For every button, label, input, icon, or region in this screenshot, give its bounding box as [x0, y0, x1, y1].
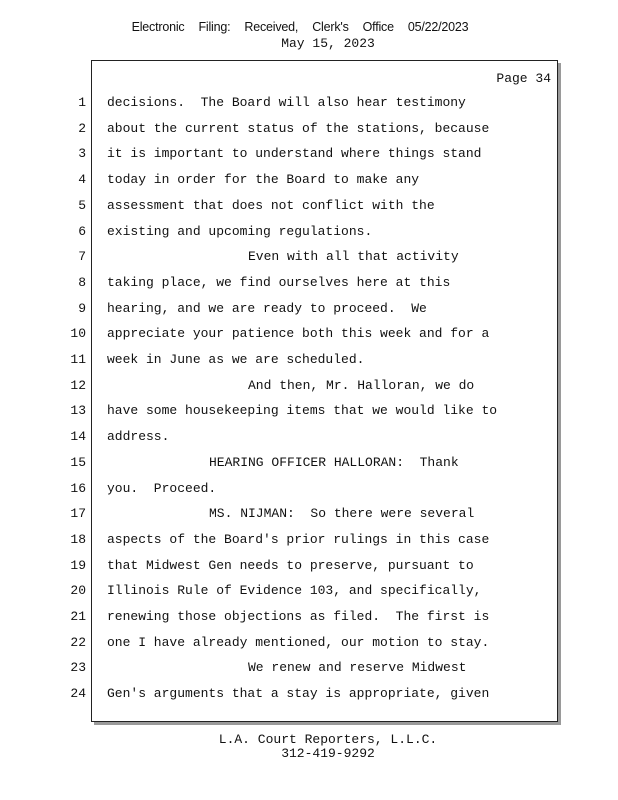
transcript-line-text: about the current status of the stations, because — [107, 120, 490, 136]
stamp-word: Office — [362, 20, 394, 34]
line-number: 2 — [78, 120, 86, 136]
transcript-line-text: And then, Mr. Halloran, we do — [248, 377, 475, 393]
transcript-line-text: hearing, and we are ready to proceed. We — [107, 300, 427, 316]
stamp-word: Filing: — [198, 20, 231, 34]
transcript-line-text: Illinois Rule of Evidence 103, and specifically, — [107, 583, 482, 599]
line-number: 4 — [78, 172, 86, 188]
transcript-line-text: MS. NIJMAN: So there were several — [209, 506, 475, 522]
line-number: 10 — [70, 326, 86, 342]
line-number: 12 — [70, 377, 86, 393]
page-number: Page 34 — [496, 71, 551, 86]
line-number: 16 — [70, 480, 86, 496]
transcript-line-text: HEARING OFFICER HALLORAN: Thank — [209, 454, 459, 470]
line-number: 17 — [70, 506, 86, 522]
transcript-line-text: one I have already mentioned, our motion to stay. — [107, 634, 490, 650]
stamp-word: Clerk's — [312, 20, 349, 34]
line-number: 18 — [70, 531, 86, 547]
reporter-phone: 312-419-9292 — [281, 746, 375, 761]
transcript-line-text: address. — [107, 429, 170, 445]
transcript-line-text: Even with all that activity — [248, 249, 459, 265]
stamp-word: Received, — [244, 20, 299, 34]
transcript-line-text: week in June as we are scheduled. — [107, 352, 365, 367]
transcript-line-text: aspects of the Board's prior rulings in this case — [107, 531, 490, 547]
line-number: 6 — [78, 223, 86, 239]
transcript-line-text: that Midwest Gen needs to preserve, pursuant to — [107, 557, 474, 573]
line-number: 7 — [78, 249, 86, 265]
transcript-date: May 15, 2023 — [281, 36, 375, 51]
line-number: 24 — [70, 686, 86, 702]
line-number: 15 — [70, 454, 86, 470]
line-number: 21 — [70, 609, 86, 624]
transcript-line-text: existing and upcoming regulations. — [107, 223, 373, 239]
stamp-word: 05/22/2023 — [407, 20, 469, 34]
line-number: 8 — [78, 274, 86, 290]
line-number: 9 — [78, 300, 86, 316]
transcript-line-text: you. Proceed. — [107, 480, 217, 496]
transcript-line-text: taking place, we find ourselves here at this — [107, 274, 451, 290]
line-number: 19 — [70, 557, 86, 573]
stamp-word: Electronic — [131, 20, 185, 34]
line-number: 14 — [70, 429, 86, 445]
transcript-line-text: renewing those objections as filed. The first is — [107, 609, 490, 624]
line-number: 11 — [70, 352, 86, 367]
transcript-line-text: assessment that does not conflict with the — [107, 197, 435, 213]
line-number: 22 — [70, 634, 86, 650]
transcript-line-text: We renew and reserve Midwest — [248, 660, 467, 676]
transcript-line-text: today in order for the Board to make any — [107, 172, 420, 188]
line-number: 23 — [70, 660, 86, 676]
transcript-line-text: decisions. The Board will also hear testimony — [107, 95, 466, 110]
filing-stamp — [0, 20, 600, 34]
line-number: 5 — [78, 197, 86, 213]
line-number: 3 — [78, 146, 86, 162]
transcript-line-text: it is important to understand where things stand — [107, 146, 482, 162]
transcript-line-text: Gen's arguments that a stay is appropriate, given — [107, 686, 490, 702]
line-number: 20 — [70, 583, 86, 599]
line-number: 13 — [70, 403, 86, 419]
reporter-company: L.A. Court Reporters, L.L.C. — [218, 732, 438, 747]
transcript-line-text: appreciate your patience both this week and for a — [107, 326, 490, 342]
line-number: 1 — [78, 95, 86, 110]
transcript-line-text: have some housekeeping items that we would like to — [107, 403, 498, 419]
